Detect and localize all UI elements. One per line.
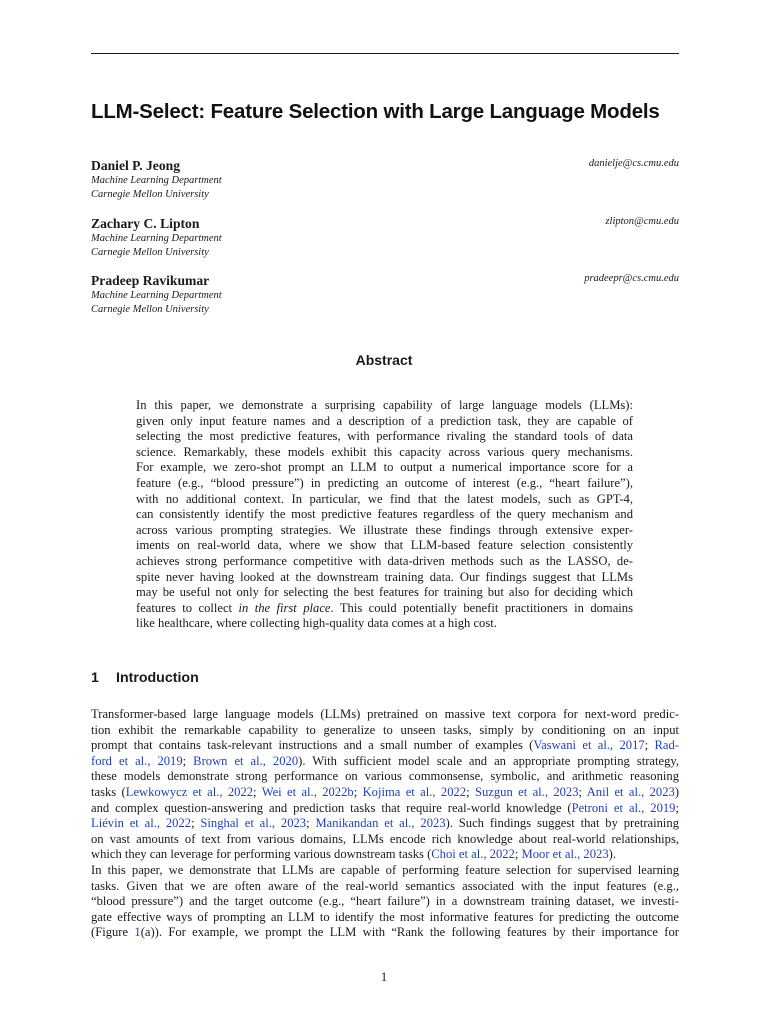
text-line [91,925,679,941]
citation-link[interactable]: Manikandan et al., 2023 [315,816,446,831]
text-span: ; [191,816,201,831]
author-email[interactable]: danielje@cs.cmu.edu [588,158,679,169]
text-line: In this paper, we demonstrate that LLMs are capable of performing feature selection for supervised learning [91,863,679,877]
text-line: these models demonstrate strong performance on various commonsense, symbolic, and arithmetic reasoning [91,769,679,784]
text-span: which they can leverage for performing various downstream tasks ( [91,847,432,862]
text-line [91,785,679,801]
citation-link[interactable]: Kojima et al., 2022 [362,784,467,799]
section-title: Introduction [116,670,199,686]
abstract-line: In this paper, we demonstrate a surprising capability of large language models (LLMs): [136,398,633,412]
abstract-line: achieves strong performance competitive with data-driven methods such as the LASSO, de- [136,553,633,568]
page-number: 1 [380,970,388,984]
intro-paragraph [91,707,679,863]
text-span: (a)). For example, we prompt the LLM with “Rank the following features by their importance for [140,925,679,940]
section-heading [91,670,199,686]
abstract-line: selecting the most predictive features, with performance rivaling the standard tools of data [136,429,633,444]
author-department: Machine Learning Department [91,175,222,186]
text-line: on vast amounts of text from various domains, LLMs encode rich knowledge about real-world relationships, [91,831,679,846]
citation-link[interactable]: ford et al., 2019 [91,753,183,768]
abstract-line: can consistently identify the most predictive features regardless of the query mechanism and [136,507,633,522]
text-span: ) [674,784,680,799]
abstract-line: with no additional context. In particular, we find that the latest models, such as GPT-4, [136,491,633,506]
abstract-line: science. Remarkably, these models exhibit this capacity across various query mechanisms. [136,444,633,459]
text-line: gate effective ways of prompting an LLM to identify the most informative features for predicting the outcome [91,909,679,924]
abstract-line: spite never having looked at the downstream training data. Our findings suggest that LLMs [136,569,633,584]
text-line [91,754,679,770]
abstract-line: like healthcare, where collecting high-quality data comes at a high cost. [136,616,497,631]
abstract-line: iments on real-world data, where we show that LLM-based feature selection consistently [136,538,633,553]
text-line [91,738,679,754]
text-span: ; [353,784,363,799]
citation-link[interactable]: Wei et al., 2022b [261,784,354,799]
header-rule [91,53,679,54]
abstract-line: across various prompting strategies. We illustrate these findings through extensive exper- [136,522,633,537]
text-span: ; [578,784,587,799]
citation-link[interactable]: Choi et al., 2022 [431,847,515,862]
abstract-text: . This could potentially benefit practitioners in domains [330,600,633,615]
abstract-line [136,601,633,617]
citation-link[interactable]: Brown et al., 2020 [193,753,299,768]
author-name: Daniel P. Jeong [91,158,180,173]
text-span: ; [466,784,475,799]
figure-link[interactable]: 1 [134,925,141,940]
author-university: Carnegie Mellon University [91,304,209,315]
text-line [91,816,679,832]
author-department: Machine Learning Department [91,290,222,301]
text-line [91,801,679,817]
author-department: Machine Learning Department [91,233,222,244]
author-email[interactable]: zlipton@cmu.edu [605,216,679,227]
text-span: ). With sufficient model scale and an appropriate prompting strategy, [298,753,680,768]
text-span: (Figure [91,925,135,940]
author-university: Carnegie Mellon University [91,189,209,200]
text-line: tasks. Given that we are often aware of the real-world semantics associated with the input features (e.g., [91,878,679,893]
text-span: ; [253,784,262,799]
abstract-body [136,398,633,632]
text-span: and complex question-answering and prediction tasks that require real-world knowledge ( [91,800,572,815]
intro-paragraph [91,863,679,941]
text-line: “blood pressure”) and the target outcome (e.g., “heart failure”) in a downstream training dataset, we investi- [91,894,679,909]
citation-link[interactable]: Vaswani et al., 2017 [533,738,645,753]
text-span: ; [306,816,316,831]
citation-link[interactable]: Rad- [654,738,679,753]
text-span: ). [608,847,616,862]
paper-title: LLM-Select: Feature Selection with Large Language Models [91,100,660,123]
citation-link[interactable]: Suzgun et al., 2023 [474,784,579,799]
citation-link[interactable]: Singhal et al., 2023 [200,816,307,831]
author-block [91,157,679,202]
abstract-line: feature (e.g., “blood pressure”) in predicting an outcome of interest (e.g., “heart failure”), [136,475,633,490]
citation-link[interactable]: Anil et al., 2023 [586,784,675,799]
section-number: 1 [91,670,99,686]
citation-link[interactable]: Petroni et al., 2019 [571,800,676,815]
text-span: ; [675,800,679,815]
text-span: ; [644,738,655,753]
author-block [91,272,679,317]
citation-link[interactable]: Moor et al., 2023 [521,847,609,862]
text-line: Transformer-based large language models (LLMs) pretrained on massive text corpora for next-word predic- [91,707,679,721]
abstract-line: may be useful not only for selecting the best features for training but also for deciding which [136,585,633,600]
text-span: tasks ( [91,784,126,799]
abstract-emphasis: in the first place [238,600,331,615]
text-span: ; [182,753,194,768]
abstract-line: given only input feature names and a description of a prediction task, they are capable of [136,413,633,428]
author-email[interactable]: pradeepr@cs.cmu.edu [584,273,679,284]
citation-link[interactable]: Lewkowycz et al., 2022 [125,784,254,799]
abstract-heading: Abstract [355,352,413,368]
author-university: Carnegie Mellon University [91,247,209,258]
text-line [91,847,679,863]
text-span: ; [514,847,522,862]
author-name: Zachary C. Lipton [91,216,200,231]
author-block [91,215,679,260]
text-line: tion exhibit the remarkable capability to generalize to unseen tasks, simply by conditioning on an input [91,722,679,737]
abstract-text: features to collect [136,600,239,615]
text-span: prompt that contains task-relevant instructions and a small number of examples ( [91,738,534,753]
text-span: ). Such findings suggest that by pretraining [445,816,679,831]
author-name: Pradeep Ravikumar [91,273,210,288]
citation-link[interactable]: Liévin et al., 2022 [91,816,192,831]
abstract-line: For example, we zero-shot prompt an LLM to output a numerical importance score for a [136,460,633,475]
